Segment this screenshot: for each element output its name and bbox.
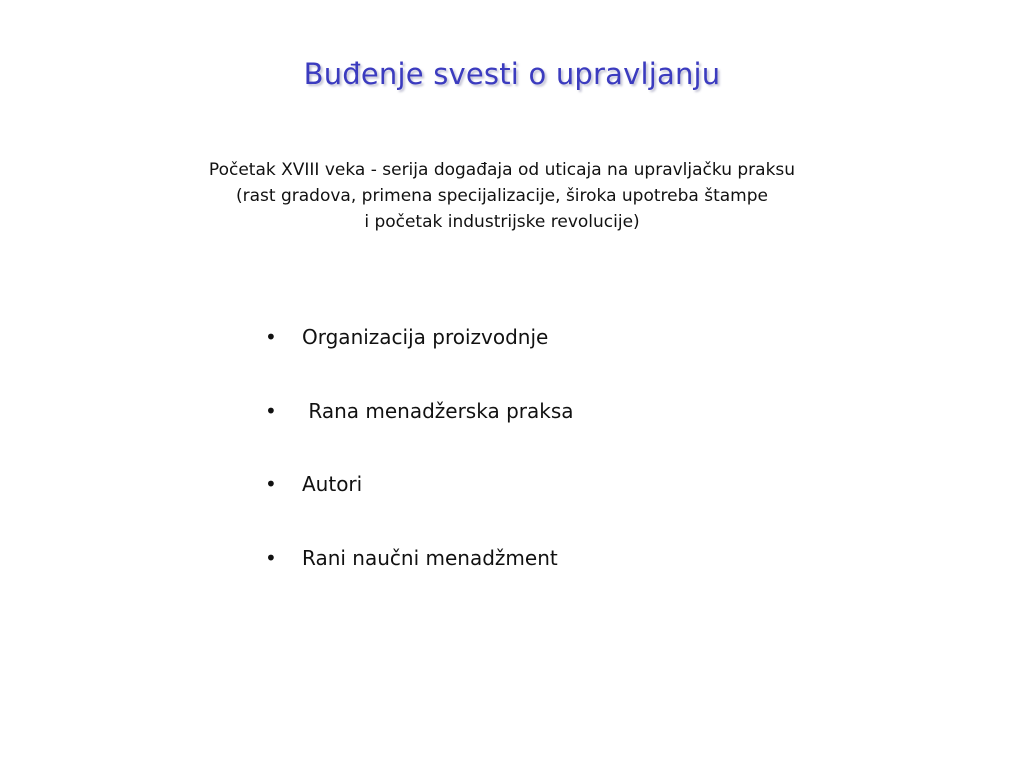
bullet-icon: • [265,472,277,496]
bullet-item [265,539,574,577]
bullet-list [265,318,574,612]
bullet-item [265,465,574,503]
bullet-icon: • [265,325,277,349]
bullet-item [265,392,574,430]
bullet-text: Rana menadžerska praksa [302,398,574,423]
intro-paragraph [0,157,1004,235]
bullet-item [265,318,574,356]
intro-line-3: i početak industrijske revolucije) [364,212,640,232]
intro-line-1: Početak XVIII veka - serija događaja od uticaja na upravljačku praksu [208,160,796,180]
intro-line-2: (rast gradova, primena specijalizacije, široka upotreba štampe [236,186,768,206]
bullet-text: Rani naučni menadžment [302,545,558,570]
bullet-icon: • [265,398,277,423]
slide-title: Buđenje svesti o upravljanju [303,57,721,91]
bullet-text: Organizacija proizvodnje [302,325,549,349]
bullet-icon: • [265,545,277,570]
bullet-text: Autori [302,472,363,496]
